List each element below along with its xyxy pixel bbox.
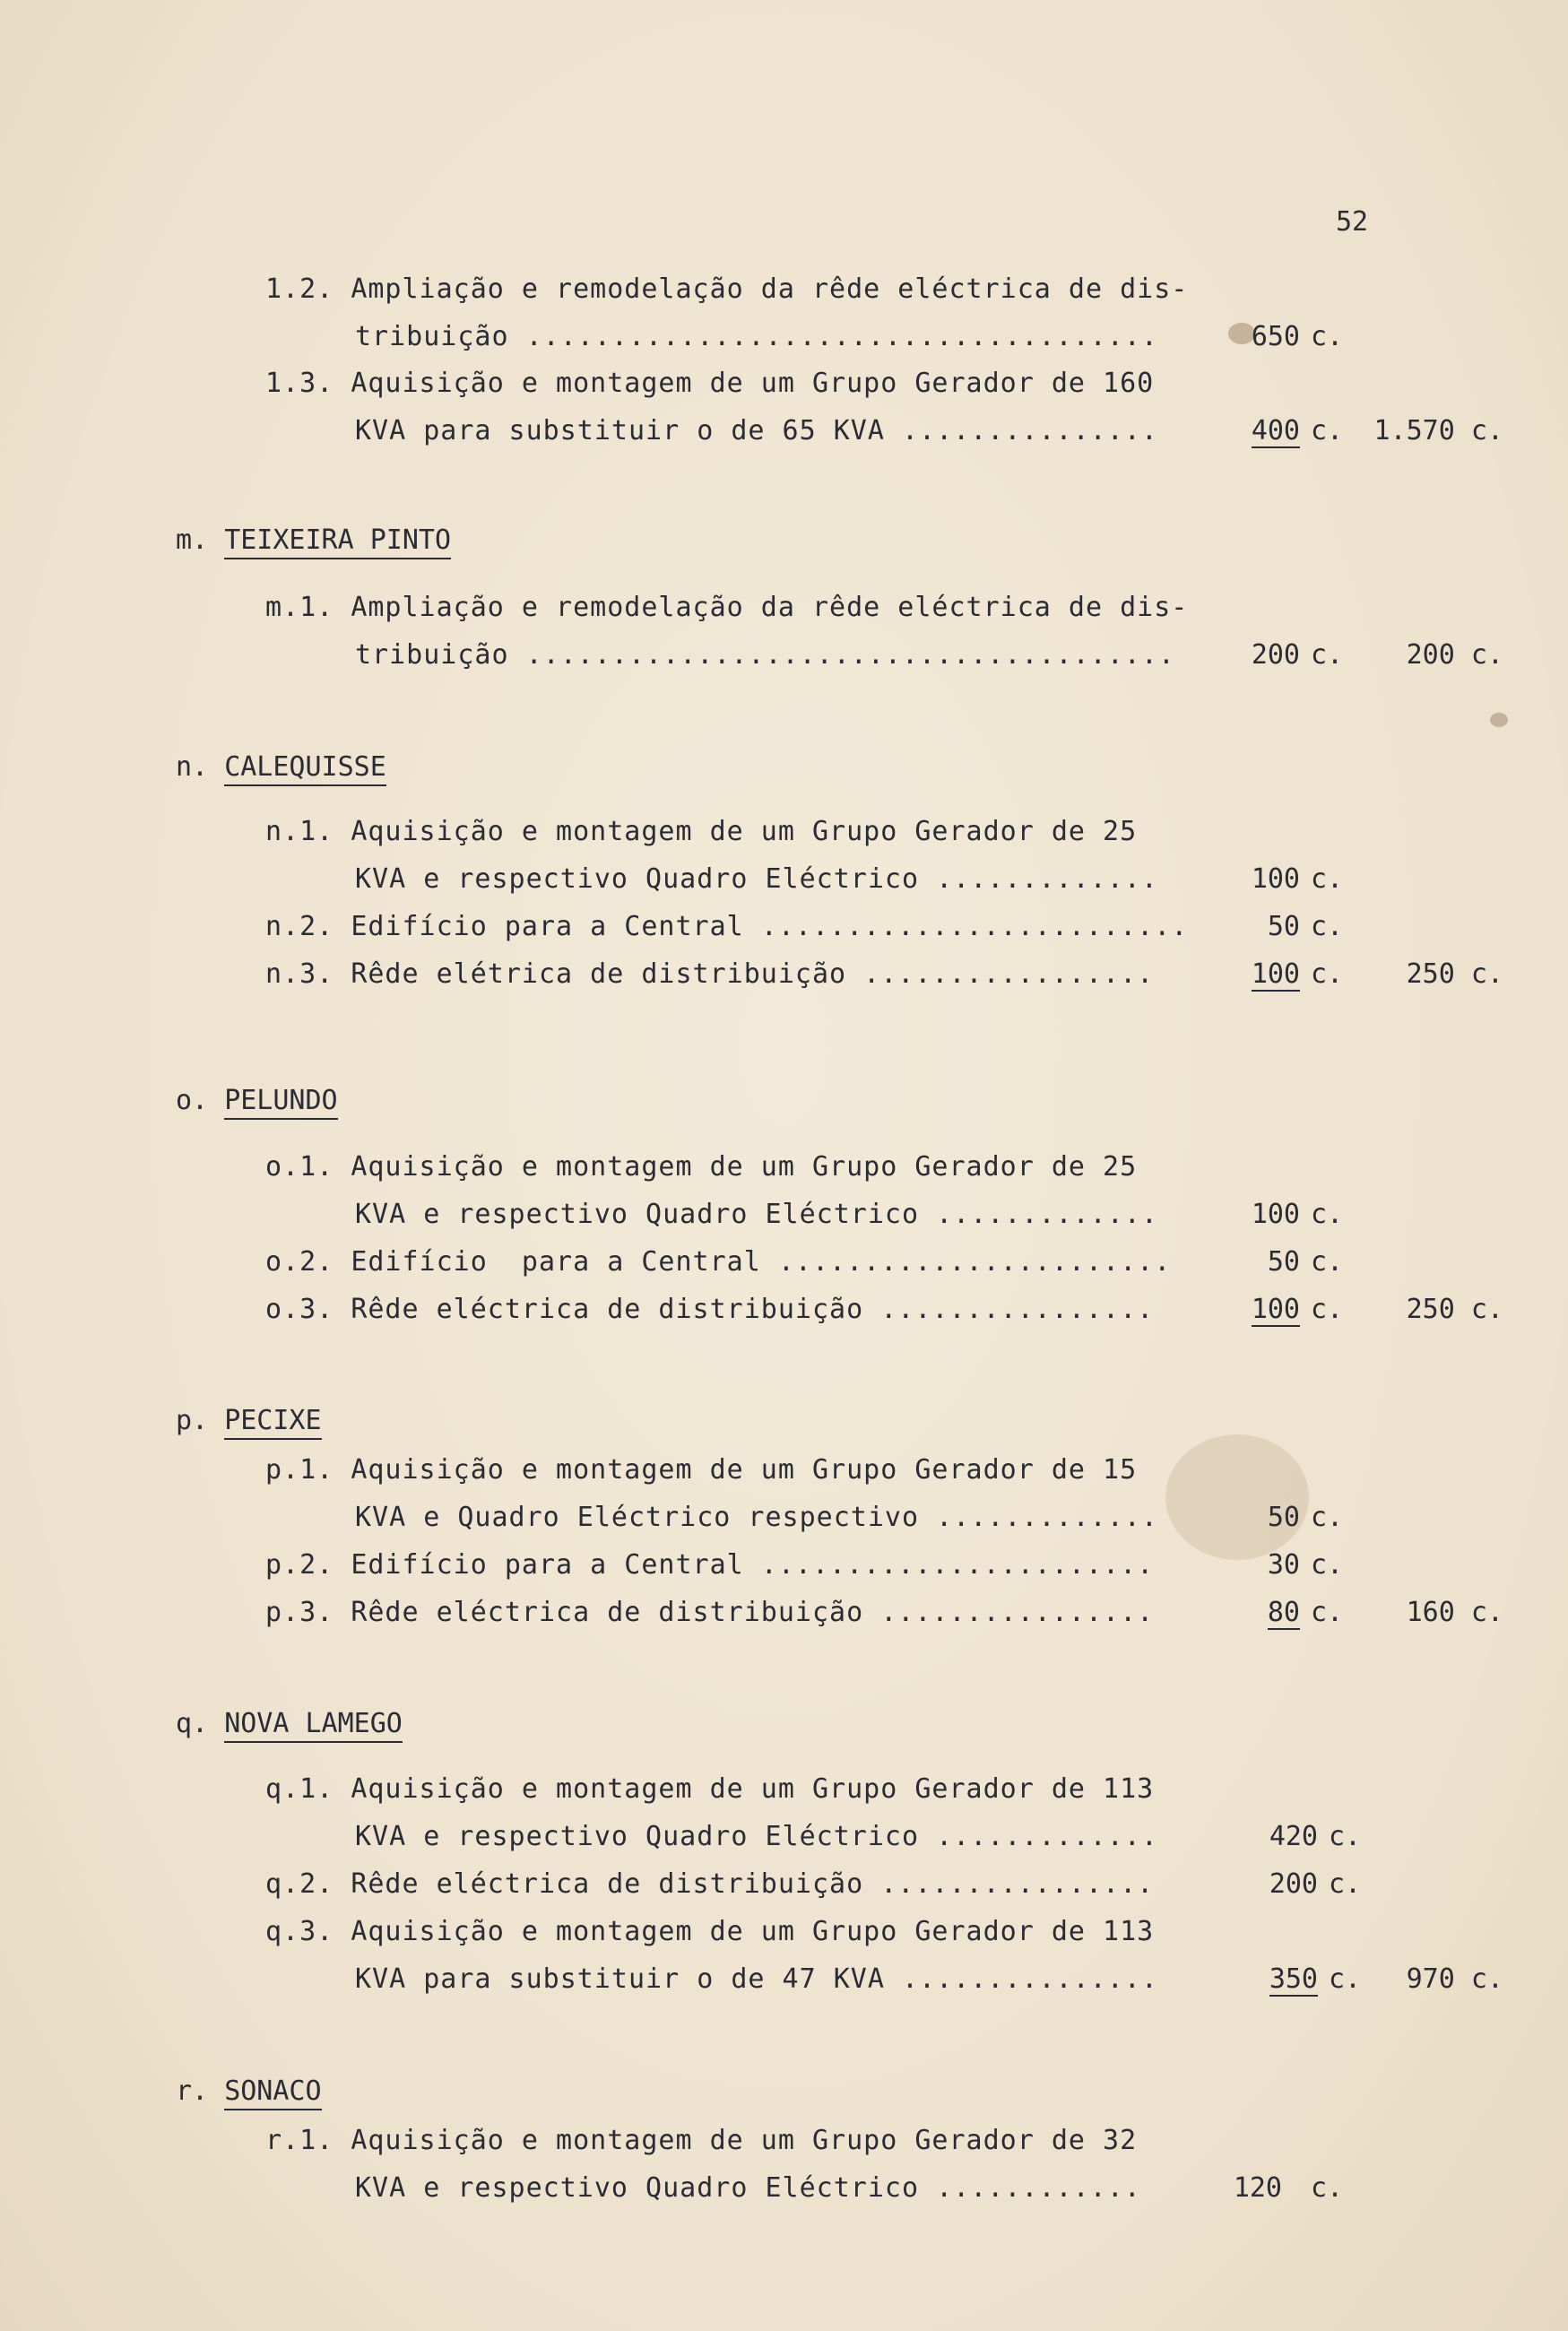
item-text: Edifício para a Central — [351, 911, 744, 942]
item-p2 — [265, 1549, 1154, 1581]
amount-value: 100 — [1251, 958, 1300, 990]
item-code: o.2. — [265, 1246, 334, 1278]
item-amount — [1183, 863, 1300, 895]
item-o2 — [265, 1246, 1171, 1278]
item-o1-cont — [355, 1199, 1158, 1230]
item-text: Rêde eléctrica de distribuição — [351, 1868, 864, 1900]
item-code: o.3. — [265, 1294, 334, 1325]
amount-value: 80 — [1267, 1597, 1300, 1628]
item-amount — [1183, 911, 1300, 942]
unit: c. — [1329, 1821, 1362, 1852]
item-code: r.1. — [265, 2125, 334, 2156]
page-number: 52 — [1336, 206, 1369, 238]
unit: c. — [1311, 863, 1344, 895]
item-n2 — [265, 911, 1188, 942]
item-text: Edifício para a Central — [351, 1246, 761, 1278]
item-text: KVA e Quadro Eléctrico respectivo — [355, 1502, 920, 1533]
item-amount — [1183, 958, 1300, 990]
section-heading — [176, 1085, 338, 1116]
item-l2-cont — [355, 321, 1158, 352]
section-key: m. — [176, 524, 209, 556]
item-amount — [1201, 1868, 1318, 1900]
item-text: KVA para substituir o de 47 KVA — [355, 1963, 885, 1995]
item-text: Edifício para a Central — [351, 1549, 744, 1581]
section-total: 1.570 c. — [1373, 415, 1503, 446]
item-m1 — [265, 592, 1188, 623]
item-amount — [1183, 415, 1300, 446]
item-text: Ampliação e remodelação da rêde eléctrica de dis- — [351, 592, 1189, 623]
amount-value: 200 — [1251, 639, 1300, 671]
item-code: p.2. — [265, 1549, 334, 1581]
amount-value: 50 — [1267, 1502, 1300, 1533]
item-l3-cont — [355, 415, 1158, 446]
item-text: Ampliação e remodelação da rêde eléctrica de dis- — [351, 273, 1189, 305]
section-heading — [176, 524, 451, 556]
item-amount — [1183, 1246, 1300, 1278]
unit: c. — [1329, 1963, 1362, 1995]
item-text: Aquisição e montagem de um Grupo Gerador de 25 — [351, 1151, 1138, 1183]
item-text: KVA e respectivo Quadro Eléctrico — [355, 863, 920, 895]
section-total: 250 c. — [1406, 1294, 1503, 1325]
item-amount — [1183, 639, 1300, 671]
section-total: 970 c. — [1406, 1963, 1503, 1995]
item-amount — [1183, 1294, 1300, 1325]
section-key: p. — [176, 1405, 209, 1436]
item-amount — [1183, 1597, 1300, 1628]
leader-dots: ............... — [901, 415, 1158, 446]
item-text: KVA para substituir o de 65 KVA — [355, 415, 885, 446]
item-q3 — [265, 1916, 1154, 1947]
paper-stain — [1165, 1434, 1309, 1560]
leader-dots: ....................... — [777, 1246, 1172, 1278]
section-title: PECIXE — [224, 1405, 321, 1440]
unit: c. — [1311, 1199, 1344, 1230]
leader-dots: ................ — [880, 1597, 1155, 1628]
item-text: Aquisição e montagem de um Grupo Gerador de 15 — [351, 1454, 1138, 1486]
section-title: CALEQUISSE — [224, 751, 386, 786]
item-text: KVA e respectivo Quadro Eléctrico — [355, 1821, 920, 1852]
item-r1-cont — [355, 2172, 1141, 2204]
leader-dots: ................. — [863, 958, 1155, 990]
amount-value: 650 — [1251, 321, 1300, 352]
item-code: q.3. — [265, 1916, 334, 1947]
leader-dots: ............. — [936, 1502, 1158, 1533]
item-code: n.1. — [265, 816, 334, 847]
leader-dots: ..................................... — [525, 321, 1158, 352]
amount-value: 50 — [1267, 1246, 1300, 1278]
section-title: SONACO — [224, 2075, 321, 2110]
item-text: tribuição — [355, 321, 509, 352]
unit: c. — [1311, 2172, 1344, 2204]
item-amount — [1183, 1549, 1300, 1581]
leader-dots: ............. — [936, 1821, 1158, 1852]
leader-dots: ................ — [880, 1294, 1155, 1325]
item-text: Rêde eléctrica de distribuição — [351, 1597, 864, 1628]
amount-value: 400 — [1251, 415, 1300, 446]
item-code: 1.3. — [265, 368, 334, 399]
item-text: Rêde elétrica de distribuição — [351, 958, 847, 990]
item-text: Aquisição e montagem de um Grupo Gerador de 113 — [351, 1773, 1155, 1805]
item-text: tribuição — [355, 639, 509, 671]
section-title: NOVA LAMEGO — [224, 1708, 403, 1743]
item-code: p.1. — [265, 1454, 334, 1486]
unit: c. — [1329, 1868, 1362, 1900]
item-p1-cont — [355, 1502, 1158, 1533]
section-heading — [176, 1405, 322, 1436]
item-l2 — [265, 273, 1188, 305]
amount-value: 100 — [1251, 863, 1300, 895]
leader-dots: ............... — [901, 1963, 1158, 1995]
item-code: n.2. — [265, 911, 334, 942]
unit: c. — [1311, 958, 1344, 990]
section-total: 200 c. — [1406, 639, 1503, 671]
section-title: PELUNDO — [224, 1085, 337, 1120]
leader-dots: ....................... — [760, 1549, 1155, 1581]
item-amount — [1183, 1199, 1300, 1230]
leader-dots: ............. — [936, 863, 1158, 895]
item-amount — [1165, 2172, 1282, 2204]
item-text: KVA e respectivo Quadro Eléctrico — [355, 1199, 920, 1230]
item-q1 — [265, 1773, 1154, 1805]
amount-value: 420 — [1269, 1821, 1318, 1852]
section-key: o. — [176, 1085, 209, 1116]
amount-value: 200 — [1269, 1868, 1318, 1900]
item-r1 — [265, 2125, 1137, 2156]
leader-dots: ................ — [880, 1868, 1155, 1900]
unit: c. — [1311, 1597, 1344, 1628]
leader-dots: ............ — [936, 2172, 1141, 2204]
unit: c. — [1311, 415, 1344, 446]
item-code: q.2. — [265, 1868, 334, 1900]
item-text: Rêde eléctrica de distribuição — [351, 1294, 864, 1325]
amount-value: 350 — [1269, 1963, 1318, 1995]
amount-value: 100 — [1251, 1294, 1300, 1325]
item-amount — [1183, 1502, 1300, 1533]
section-title: TEIXEIRA PINTO — [224, 524, 451, 559]
section-key: q. — [176, 1708, 209, 1739]
item-o1 — [265, 1151, 1137, 1183]
section-key: r. — [176, 2075, 209, 2107]
section-total: 250 c. — [1406, 958, 1503, 990]
unit: c. — [1311, 1502, 1344, 1533]
unit: c. — [1311, 911, 1344, 942]
item-q3-cont — [355, 1963, 1158, 1995]
amount-value: 50 — [1267, 911, 1300, 942]
section-heading — [176, 751, 386, 783]
item-amount — [1183, 321, 1300, 352]
item-code: p.3. — [265, 1597, 334, 1628]
item-text: Aquisição e montagem de um Grupo Gerador de 113 — [351, 1916, 1155, 1947]
unit: c. — [1311, 1549, 1344, 1581]
item-code: n.3. — [265, 958, 334, 990]
amount-value: 30 — [1267, 1549, 1300, 1581]
leader-dots: ............. — [936, 1199, 1158, 1230]
item-p1 — [265, 1454, 1137, 1486]
item-o3 — [265, 1294, 1154, 1325]
item-m1-cont — [355, 639, 1175, 671]
amount-value: 100 — [1251, 1199, 1300, 1230]
section-heading — [176, 2075, 322, 2107]
item-p3 — [265, 1597, 1154, 1628]
item-n1-cont — [355, 863, 1158, 895]
item-code: m.1. — [265, 592, 334, 623]
item-text: Aquisição e montagem de um Grupo Gerador de 160 — [351, 368, 1155, 399]
item-code: o.1. — [265, 1151, 334, 1183]
item-text: KVA e respectivo Quadro Eléctrico — [355, 2172, 920, 2204]
item-amount — [1201, 1821, 1318, 1852]
item-n1 — [265, 816, 1137, 847]
unit: c. — [1311, 639, 1344, 671]
section-heading — [176, 1708, 403, 1739]
unit: c. — [1311, 1246, 1344, 1278]
paper-spot — [1490, 713, 1508, 727]
item-text: Aquisição e montagem de um Grupo Gerador de 25 — [351, 816, 1138, 847]
unit: c. — [1311, 1294, 1344, 1325]
leader-dots: ......................... — [760, 911, 1189, 942]
leader-dots: ...................................... — [525, 639, 1175, 671]
item-amount — [1201, 1963, 1318, 1995]
section-key: n. — [176, 751, 209, 783]
amount-value: 120 — [1233, 2172, 1282, 2204]
item-q2 — [265, 1868, 1154, 1900]
unit: c. — [1311, 321, 1344, 352]
item-l3 — [265, 368, 1154, 399]
item-code: 1.2. — [265, 273, 334, 305]
item-code: q.1. — [265, 1773, 334, 1805]
section-total: 160 c. — [1406, 1597, 1503, 1628]
item-n3 — [265, 958, 1154, 990]
item-q1-cont — [355, 1821, 1158, 1852]
item-text: Aquisição e montagem de um Grupo Gerador de 32 — [351, 2125, 1138, 2156]
